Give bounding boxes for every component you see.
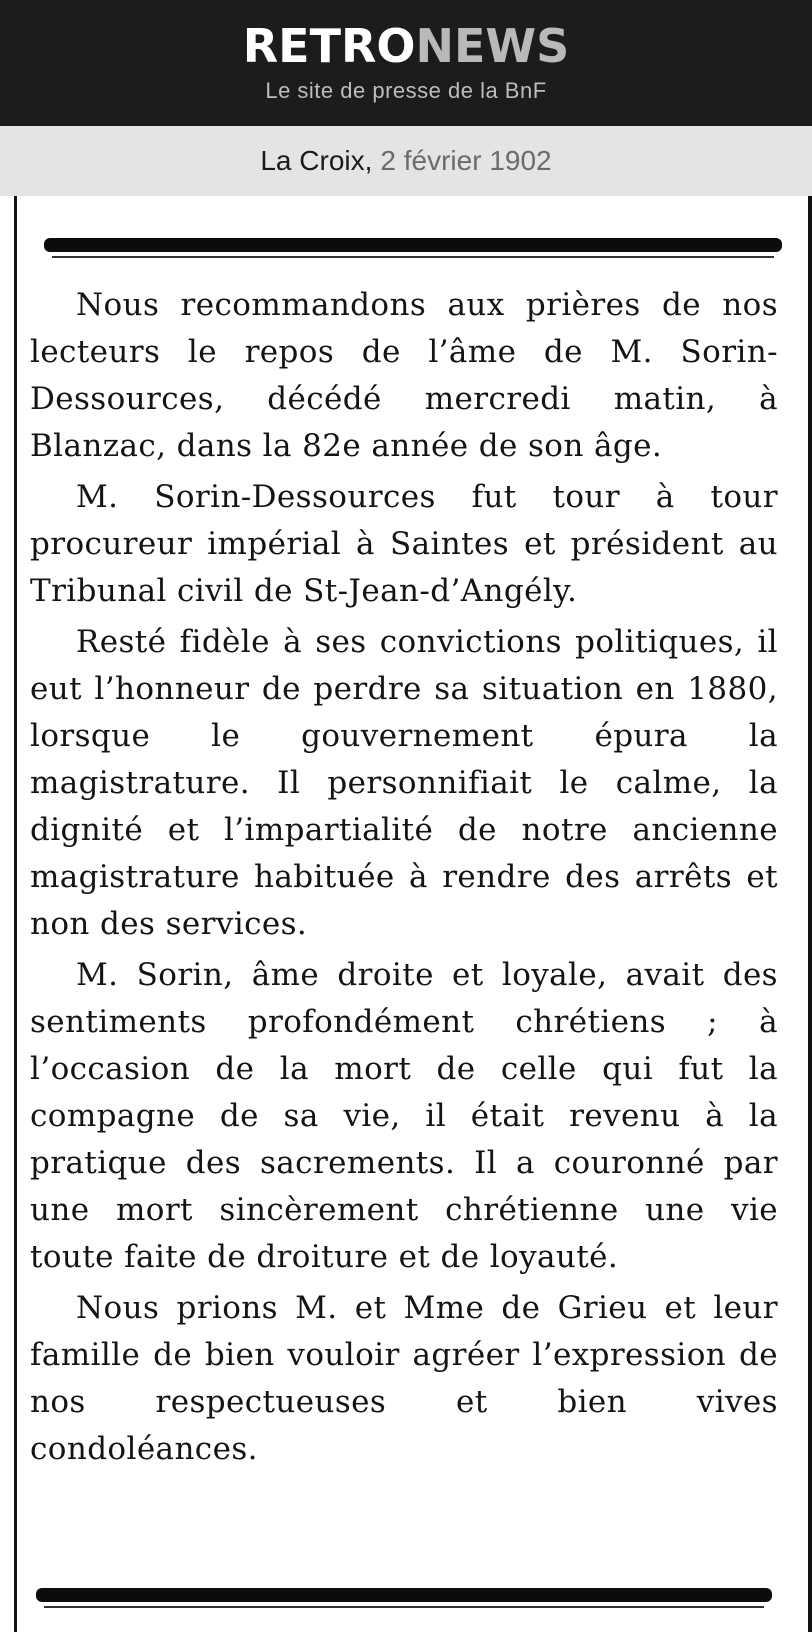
retronews-logo[interactable] (242, 19, 570, 73)
column-border-left (14, 196, 17, 1632)
paragraph: Resté fidèle à ses convictions politiques, il eut l’honneur de perdre sa situation en 1880, lorsque le gouvernement épura la magistrature. Il personnifiait le calme, la dignité et l’impartialité de notre ancienne magistrature habituée à rendre des arrêts et non des services. (30, 624, 778, 942)
publication-name: La Croix, (260, 145, 373, 176)
logo-news: NEWS (415, 19, 570, 73)
top-rule (44, 238, 782, 252)
column-border-right (808, 196, 812, 1632)
publication-date: 2 février 1902 (380, 145, 552, 176)
paragraph: M. Sorin-Dessources fut tour à tour procureur impérial à Saintes et président au Tribunal civil de St-Jean-d’Angély. (30, 479, 778, 609)
article-text (30, 282, 778, 1473)
logo-retro: RETRO (242, 19, 416, 73)
site-tagline: Le site de presse de la BnF (265, 78, 547, 103)
newspaper-clipping (0, 196, 812, 1632)
bottom-rule (36, 1588, 772, 1602)
site-header (0, 0, 812, 126)
source-bar (0, 126, 812, 196)
paragraph: M. Sorin, âme droite et loyale, avait des sentiments profondément chrétiens ; à l’occasion de la mort de celle qui fut la compagne de sa vie, il était revenu à la pratique des sacrements. Il a couronné par une mort sincèrement chrétienne une vie toute faite de droiture et de loyauté. (30, 957, 778, 1275)
paragraph: Nous prions M. et Mme de Grieu et leur famille de bien vouloir agréer l’expression de nos respectueuses et bien vives condoléances. (30, 1290, 778, 1467)
paragraph: Nous recommandons aux prières de nos lecteurs le repos de l’âme de M. Sorin-Dessources, décédé mercredi matin, à Blanzac, dans la 82e année de son âge. (30, 287, 778, 464)
